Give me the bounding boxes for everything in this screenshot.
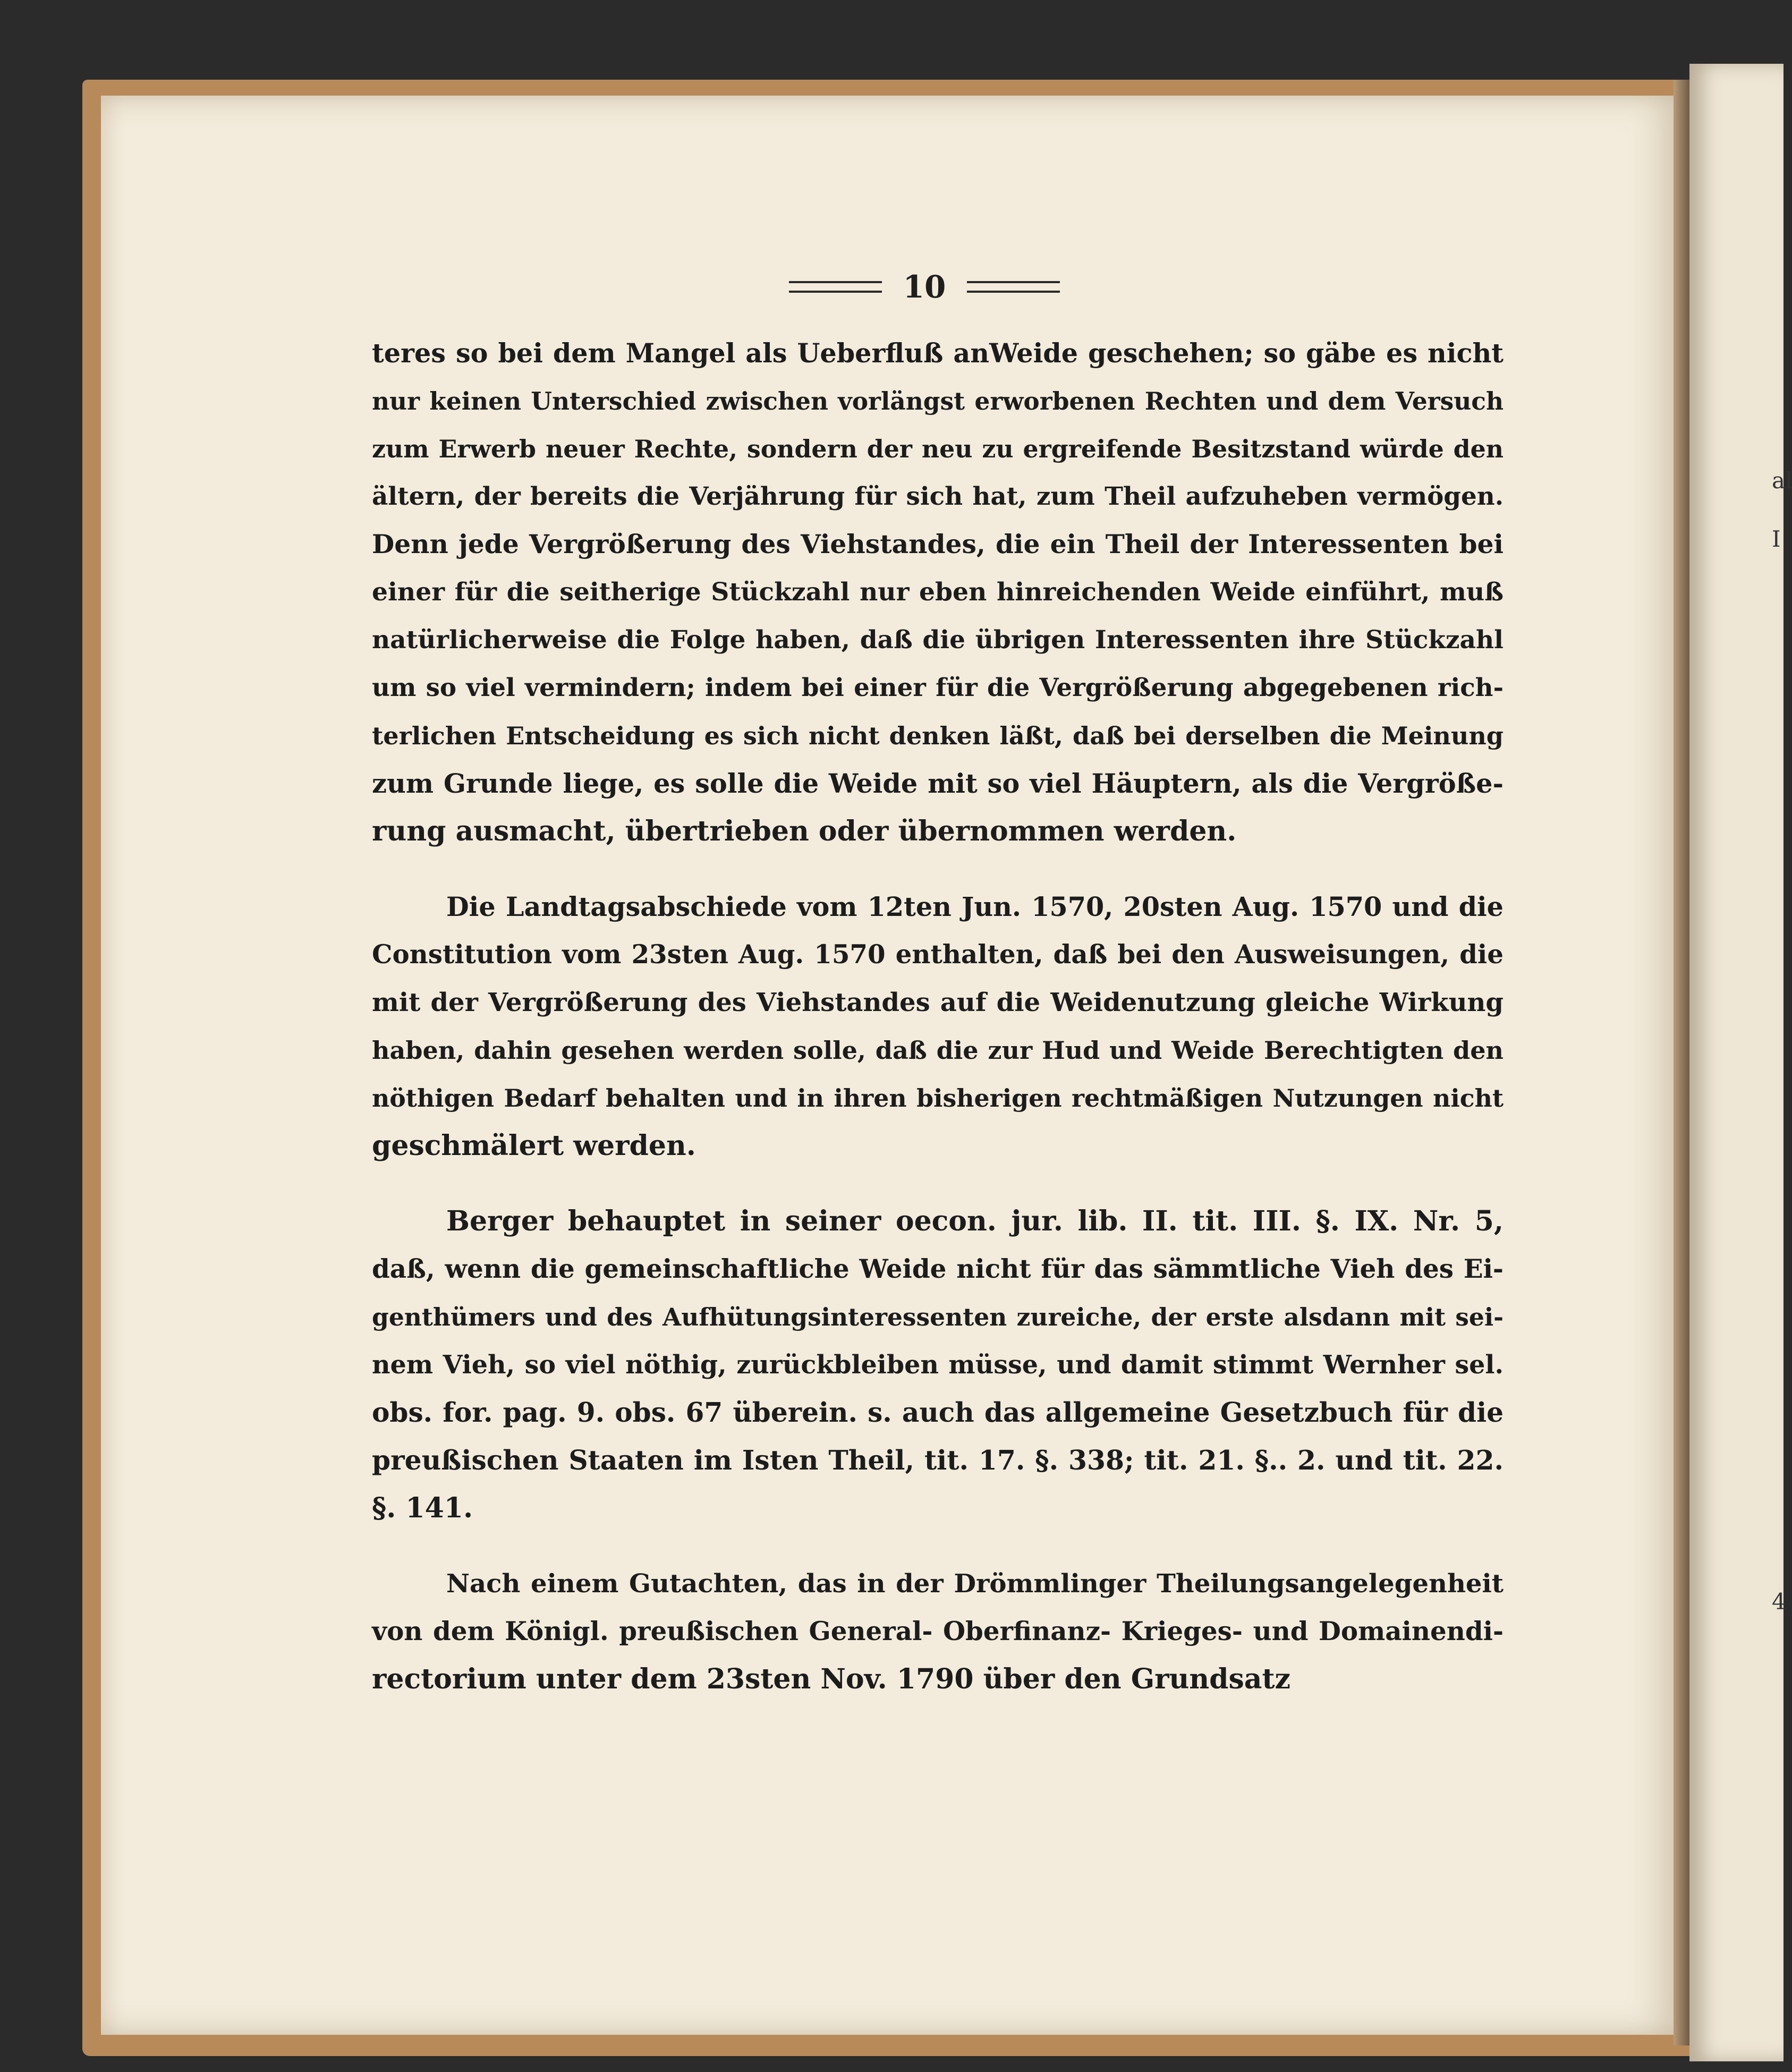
text-line: nur keinen Unterschied zwischen vorlängst erworbenen Rechten und dem Versuch (372, 387, 1504, 415)
text-line: Denn jede Vergrößerung des Viehstandes, die ein Theil der Interessenten bei (372, 529, 1504, 559)
text-line: genthümers und des Aufhütungsinteressenten zureiche, der erste alsdann mit sei- (372, 1303, 1504, 1331)
text-line: zum Grunde liege, es solle die Weide mit so viel Häuptern, als die Vergröße- (372, 768, 1504, 799)
text-line: um so viel vermindern; indem bei einer für die Vergrößerung abgegebenen rich- (372, 673, 1504, 702)
page-header (765, 263, 1084, 311)
text-line: geschmälert werden. (372, 1130, 696, 1162)
paragraph-4 (372, 1560, 1504, 1703)
book-gutter (1674, 80, 1689, 2045)
page-number: 10 (903, 269, 946, 305)
text-line: von dem Königl. preußischen General- Oberfinanz- Krieges- und Domainendi- (372, 1617, 1504, 1646)
text-line: einer für die seitherige Stückzahl nur eben hinreichenden Weide einführt, muß (372, 578, 1504, 607)
text-line: ältern, der bereits die Verjährung für sich hat, zum Theil aufzuheben vermögen. (372, 482, 1504, 511)
text-line: mit der Vergrößerung des Viehstandes auf die Weidenutzung gleiche Wirkung (372, 988, 1504, 1017)
text-line: §. 141. (372, 1492, 473, 1524)
facing-page-fragment: I (1772, 526, 1781, 552)
facing-page-fragment: al (1772, 468, 1792, 494)
text-line: zum Erwerb neuer Rechte, sondern der neu zu ergreifende Besitzstand würde den (372, 435, 1504, 463)
paragraph-1 (372, 329, 1504, 855)
text-line: nem Vieh, so viel nöthig, zurückbleiben müsse, und damit stimmt Wernher sel. (372, 1350, 1504, 1380)
facing-page-edge (1689, 64, 1783, 2061)
text-line: Die Landtagsabschiede vom 12ten Jun. 1570, 20sten Aug. 1570 und die (446, 891, 1504, 922)
text-line: haben, dahin gesehen werden solle, daß die zur Hud und Weide Berechtigten den (372, 1036, 1504, 1065)
text-line: teres so bei dem Mangel als Ueberfluß anWeide geschehen; so gäbe es nicht (372, 338, 1504, 369)
page-body (372, 329, 1504, 1703)
text-line: nöthigen Bedarf behalten und in ihren bisherigen rechtmäßigen Nutzungen nicht (372, 1084, 1504, 1113)
text-line: rectorium unter dem 23sten Nov. 1790 über den Grundsatz (372, 1663, 1290, 1695)
text-line: Constitution vom 23sten Aug. 1570 enthalten, daß bei den Ausweisungen, die (372, 940, 1504, 970)
text-line: daß, wenn die gemeinschaftliche Weide nicht für das sämmtliche Vieh des Ei- (372, 1254, 1504, 1284)
paragraph-2 (372, 883, 1504, 1170)
text-line: rung ausmacht, übertrieben oder übernommen werden. (372, 815, 1237, 847)
facing-page-fragment: 4 (1772, 1589, 1786, 1615)
text-line: natürlicherweise die Folge haben, daß die übrigen Interessenten ihre Stückzahl (372, 625, 1504, 655)
text-line: Nach einem Gutachten, das in der Drömmlinger Theilungsangelegenheit (446, 1569, 1504, 1599)
paragraph-3 (372, 1198, 1504, 1532)
header-rule-left (789, 281, 882, 293)
header-rule-right (967, 281, 1060, 293)
text-line: obs. for. pag. 9. obs. 67 überein. s. auch das allgemeine Gesetzbuch für die (372, 1397, 1504, 1428)
text-line: Berger behauptet in seiner oecon. jur. lib. II. tit. III. §. IX. Nr. 5, (446, 1205, 1504, 1237)
text-line: terlichen Entscheidung es sich nicht denken läßt, daß bei derselben die Meinung (372, 721, 1504, 750)
text-line: preußischen Staaten im Isten Theil, tit. 17. §. 338; tit. 21. §.. 2. und tit. 22. (372, 1445, 1504, 1476)
